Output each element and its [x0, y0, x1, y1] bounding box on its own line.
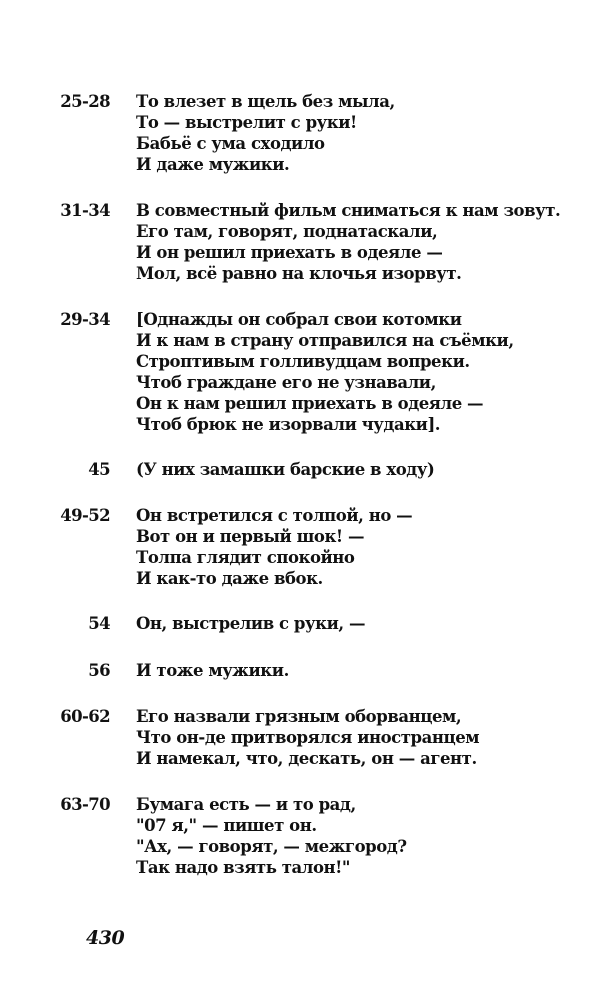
page-number: 430 [86, 927, 125, 949]
verse-line: Он к нам решил приехать в одеяле — [136, 394, 484, 413]
verse-line: Так надо взять талон!" [136, 858, 351, 877]
line-reference: 29-34 [60, 310, 110, 329]
stanza-lines [136, 613, 365, 634]
line-reference: 49-52 [60, 506, 110, 525]
verse-line: "07 я," — пишет он. [136, 816, 317, 835]
line-reference: 63-70 [60, 795, 110, 814]
verse-line: Чтоб граждане его не узнавали, [136, 373, 436, 392]
verse-line: Мол, всё равно на клочья изорвут. [136, 264, 462, 283]
verse-line: И к нам в страну отправился на съёмки, [136, 331, 514, 350]
line-reference: 25-28 [60, 92, 110, 111]
line-reference: 56 [88, 661, 110, 680]
stanza-lines [136, 459, 434, 480]
verse-line: [Однажды он собрал свои котомки [136, 310, 462, 329]
verse-line: Вот он и первый шок! — [136, 527, 365, 546]
verse-line: И он решил приехать в одеяле — [136, 243, 443, 262]
verse-line: Чтоб брюк не изорвали чудаки]. [136, 415, 441, 434]
stanza-lines [136, 660, 289, 681]
verse-line: Его там, говорят, поднатаскали, [136, 222, 438, 241]
stanza-lines [136, 794, 407, 878]
verse-line: И даже мужики. [136, 155, 290, 174]
verse-line: Бабьё с ума сходило [136, 134, 325, 153]
verse-line: И как-то даже вбок. [136, 569, 323, 588]
verse-line: Строптивым голливудцам вопреки. [136, 352, 470, 371]
verse-line: То влезет в щель без мыла, [136, 92, 395, 111]
stanza-lines [136, 91, 395, 175]
verse-line: Бумага есть — и то рад, [136, 795, 356, 814]
verse-line: И тоже мужики. [136, 661, 289, 680]
line-reference: 60-62 [60, 707, 110, 726]
stanza-lines [136, 309, 514, 435]
stanza-lines [136, 200, 560, 284]
stanza-lines [136, 505, 412, 589]
verse-line: Что он-де притворялся иностранцем [136, 728, 480, 747]
verse-line: Толпа глядит спокойно [136, 548, 355, 567]
verse-line: (У них замашки барские в ходу) [136, 460, 435, 479]
verse-line: Он, выстрелив с руки, — [136, 614, 366, 633]
verse-line: Он встретился с толпой, но — [136, 506, 413, 525]
line-reference: 54 [88, 614, 110, 633]
stanza-lines [136, 706, 479, 769]
line-reference: 31-34 [60, 201, 110, 220]
verse-line: То — выстрелит с руки! [136, 113, 357, 132]
line-reference: 45 [88, 460, 110, 479]
verse-line: "Ах, — говорят, — межгород? [136, 837, 407, 856]
verse-line: И намекал, что, дескать, он — агент. [136, 749, 477, 768]
verse-line: В совместный фильм сниматься к нам зовут. [136, 201, 561, 220]
verse-line: Его назвали грязным оборванцем, [136, 707, 462, 726]
